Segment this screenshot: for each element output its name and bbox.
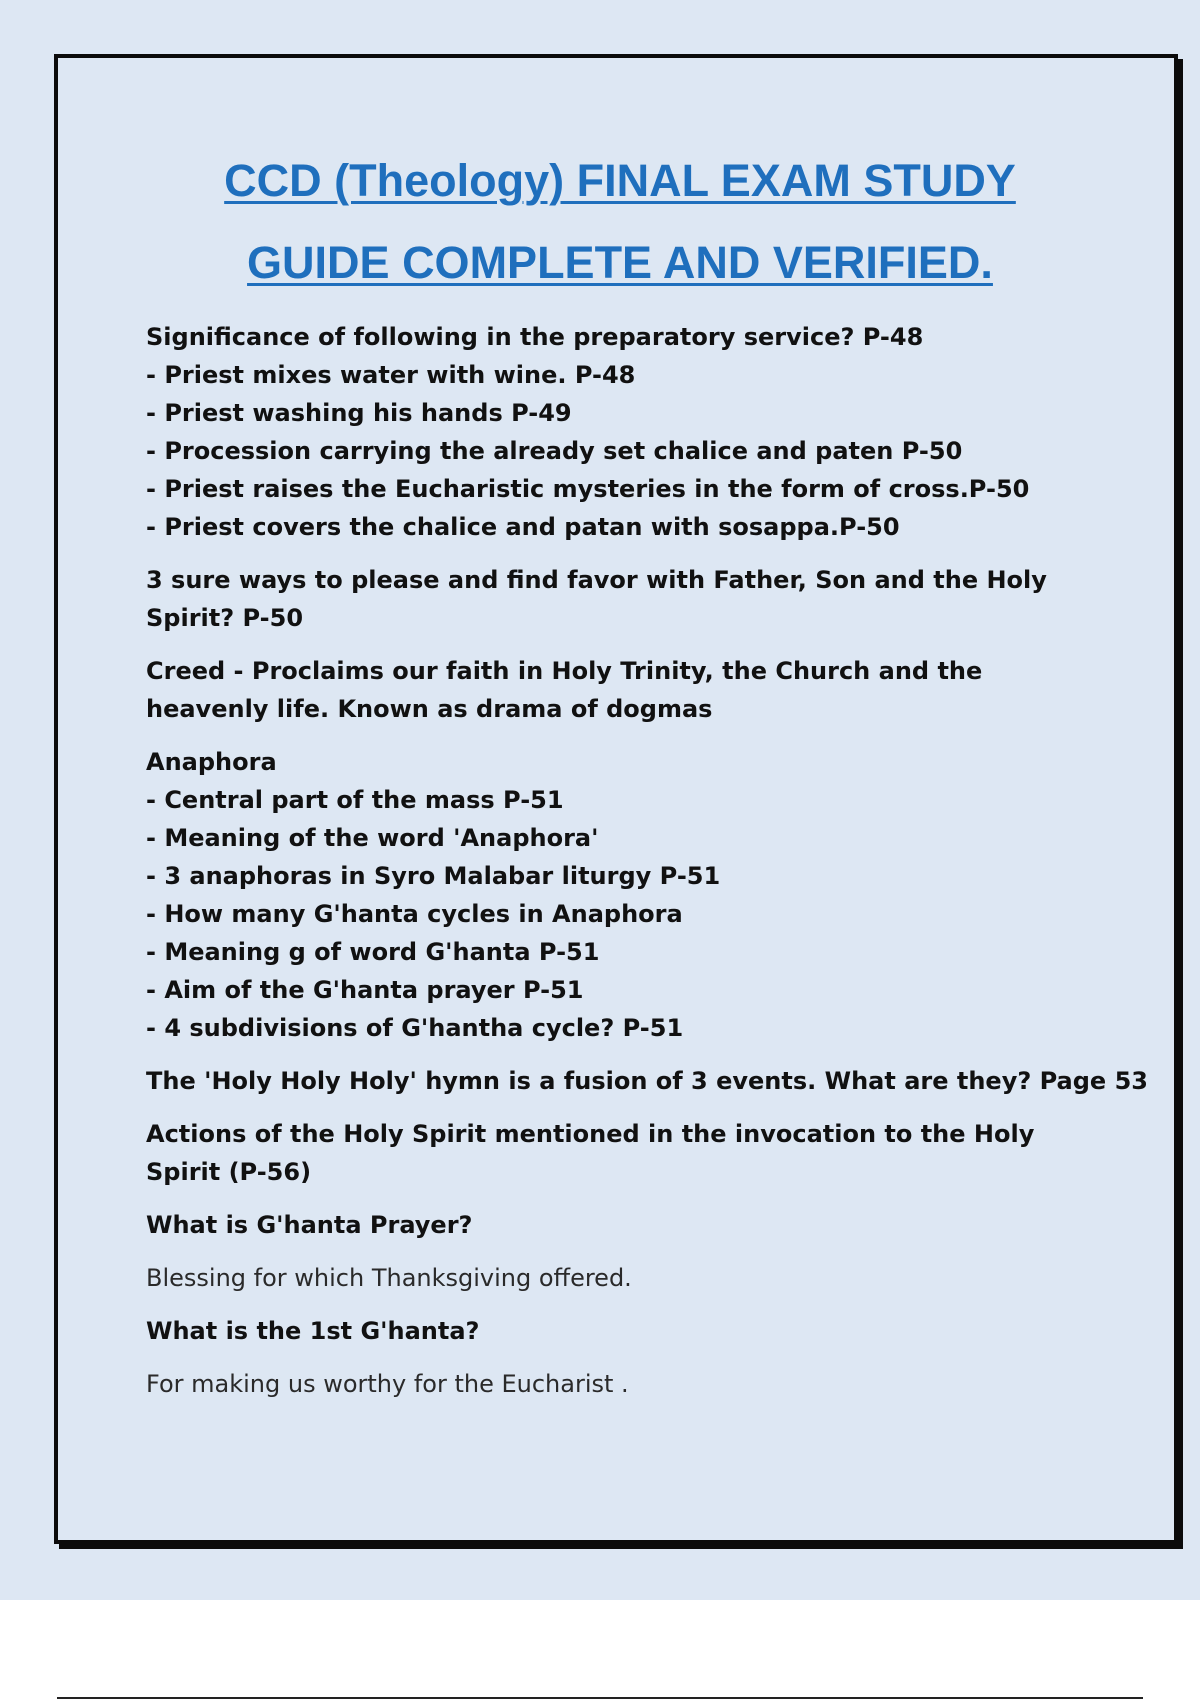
list-item: - Priest raises the Eucharistic mysteries in the form of cross.P-50 bbox=[146, 475, 1030, 503]
holy-spirit-block bbox=[146, 1115, 1096, 1191]
qa-question: What is the 1st G'hanta? bbox=[146, 1317, 480, 1345]
holy-hymn-block bbox=[146, 1062, 1148, 1100]
sure-ways-block bbox=[146, 561, 1096, 637]
holy-hymn-question: The 'Holy Holy Holy' hymn is a fusion of 3 events. What are they? Page 53 bbox=[146, 1067, 1148, 1095]
qa-answer: Blessing for which Thanksgiving offered. bbox=[146, 1264, 632, 1292]
creed-text: Creed - Proclaims our faith in Holy Trinity, the Church and the heavenly life. Known as drama of dogmas bbox=[146, 657, 983, 723]
list-item: - Priest mixes water with wine. P-48 bbox=[146, 361, 636, 389]
list-item: - 4 subdivisions of G'hantha cycle? P-51 bbox=[146, 1014, 684, 1042]
qa-block bbox=[146, 1312, 1096, 1350]
list-item: - Priest covers the chalice and patan with sosappa.P-50 bbox=[146, 513, 900, 541]
list-item: - 3 anaphoras in Syro Malabar liturgy P-51 bbox=[146, 862, 721, 890]
sure-ways-question: 3 sure ways to please and find favor with Father, Son and the Holy Spirit? P-50 bbox=[146, 566, 1047, 632]
study-guide-content bbox=[146, 318, 1148, 1418]
creed-block bbox=[146, 652, 1096, 728]
list-item: - How many G'hanta cycles in Anaphora bbox=[146, 900, 683, 928]
list-item: - Meaning of the word 'Anaphora' bbox=[146, 824, 599, 852]
qa-question: What is G'hanta Prayer? bbox=[146, 1211, 473, 1239]
preparatory-heading: Significance of following in the preparatory service? P-48 bbox=[146, 323, 924, 351]
anaphora-heading: Anaphora bbox=[146, 748, 277, 776]
footer-divider bbox=[57, 1697, 1143, 1699]
title-line-1: CCD (Theology) FINAL EXAM STUDY bbox=[224, 155, 1016, 206]
title-line-2: GUIDE COMPLETE AND VERIFIED. bbox=[247, 237, 993, 288]
qa-block bbox=[146, 1259, 1096, 1297]
list-item: - Aim of the G'hanta prayer P-51 bbox=[146, 976, 584, 1004]
qa-answer: For making us worthy for the Eucharist . bbox=[146, 1370, 629, 1398]
qa-block bbox=[146, 1365, 1096, 1403]
list-item: - Procession carrying the already set chalice and paten P-50 bbox=[146, 437, 963, 465]
preparatory-service-block bbox=[146, 318, 1096, 546]
qa-block bbox=[146, 1206, 1096, 1244]
anaphora-block bbox=[146, 743, 1096, 1047]
holy-spirit-question: Actions of the Holy Spirit mentioned in the invocation to the Holy Spirit (P-56) bbox=[146, 1120, 1035, 1186]
list-item: - Meaning g of word G'hanta P-51 bbox=[146, 938, 600, 966]
list-item: - Priest washing his hands P-49 bbox=[146, 399, 572, 427]
list-item: - Central part of the mass P-51 bbox=[146, 786, 564, 814]
